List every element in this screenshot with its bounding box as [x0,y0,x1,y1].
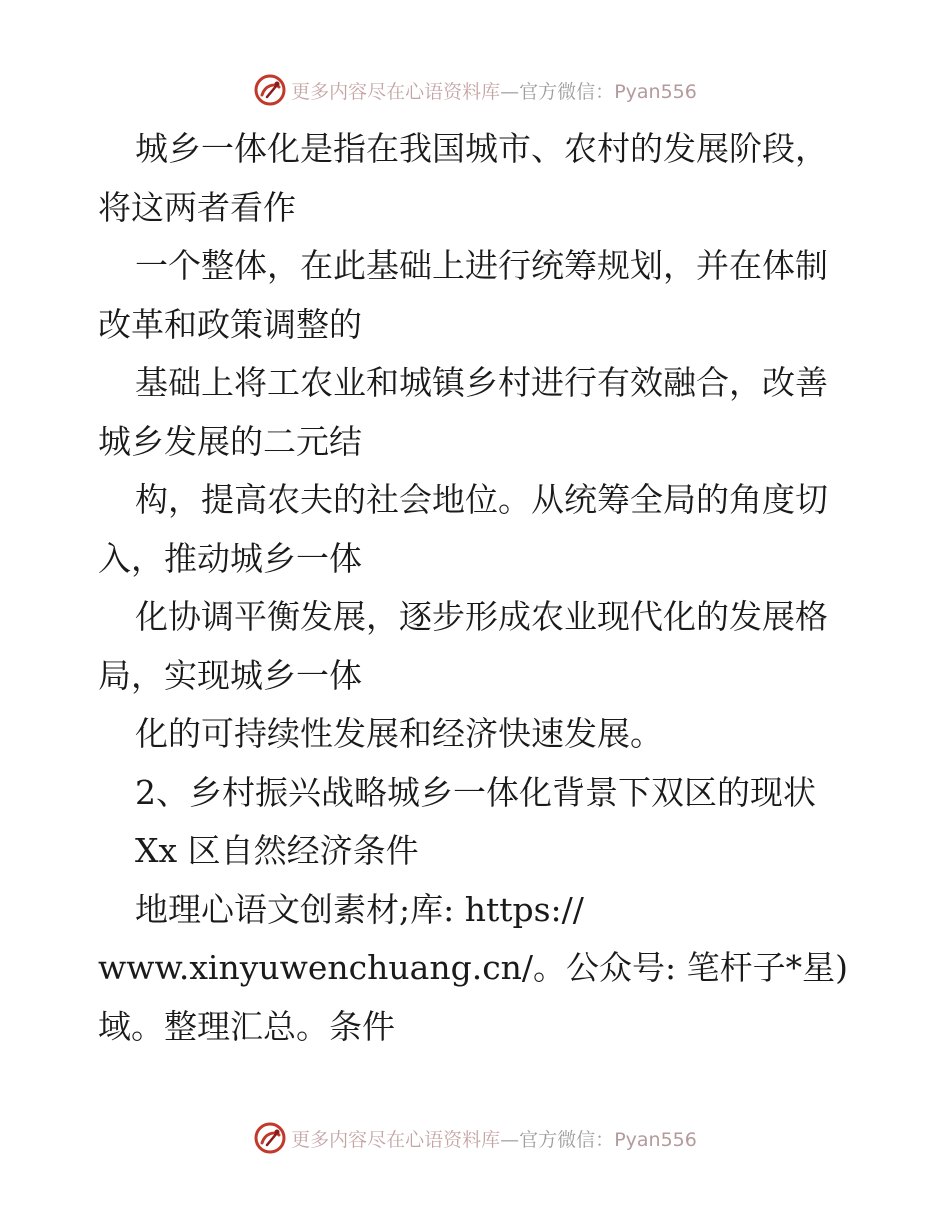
footer-site-text: 更多内容尽在心语资料库 [291,1128,501,1151]
header-site-text: 更多内容尽在心语资料库 [291,80,501,103]
footer-wechat-id: Pyan556 [614,1128,697,1151]
document-body [98,120,858,1056]
red-swirl-logo-icon [253,1121,287,1155]
body-line: 入，推动城乡一体 [98,538,362,578]
header-banner-text [291,77,697,104]
header-wechat-label: 官方微信： [519,80,615,103]
header-banner [0,70,950,110]
body-line: 化的可持续性发展和经济快速发展。 [135,714,663,753]
header-separator: — [500,80,520,103]
section-heading: 2、乡村振兴战略城乡一体化背景下双区的现状 [135,772,816,812]
footer-separator: — [500,1128,520,1151]
body-line: 域。整理汇总。条件 [98,1006,395,1046]
body-line: 一个整体，在此基础上进行统筹规划，并在体制 [135,246,828,285]
body-line: 城乡一体化是指在我国城市、农村的发展阶段， [135,129,828,168]
body-line: 地理心语文创素材;库: https:// [135,889,584,929]
body-line: 将这两者看作 [98,187,296,227]
subsection-heading: Xx 区自然经济条件 [135,831,419,870]
red-swirl-logo-icon [253,73,287,107]
body-line: 局，实现城乡一体 [98,655,362,695]
footer-banner-text [291,1125,697,1152]
body-line: 构，提高农夫的社会地位。从统筹全局的角度切 [135,480,828,519]
body-line: 改革和政策调整的 [98,304,362,344]
body-line: 基础上将工农业和城镇乡村进行有效融合，改善 [135,363,828,402]
footer-banner [0,1118,950,1158]
body-line: 化协调平衡发展，逐步形成农业现代化的发展格 [135,597,828,636]
body-line: 城乡发展的二元结 [98,421,362,461]
body-line: www.xinyuwenchuang.cn/。公众号: 笔杆子*星) [98,948,849,987]
footer-wechat-label: 官方微信： [519,1128,615,1151]
header-wechat-id: Pyan556 [614,80,697,103]
